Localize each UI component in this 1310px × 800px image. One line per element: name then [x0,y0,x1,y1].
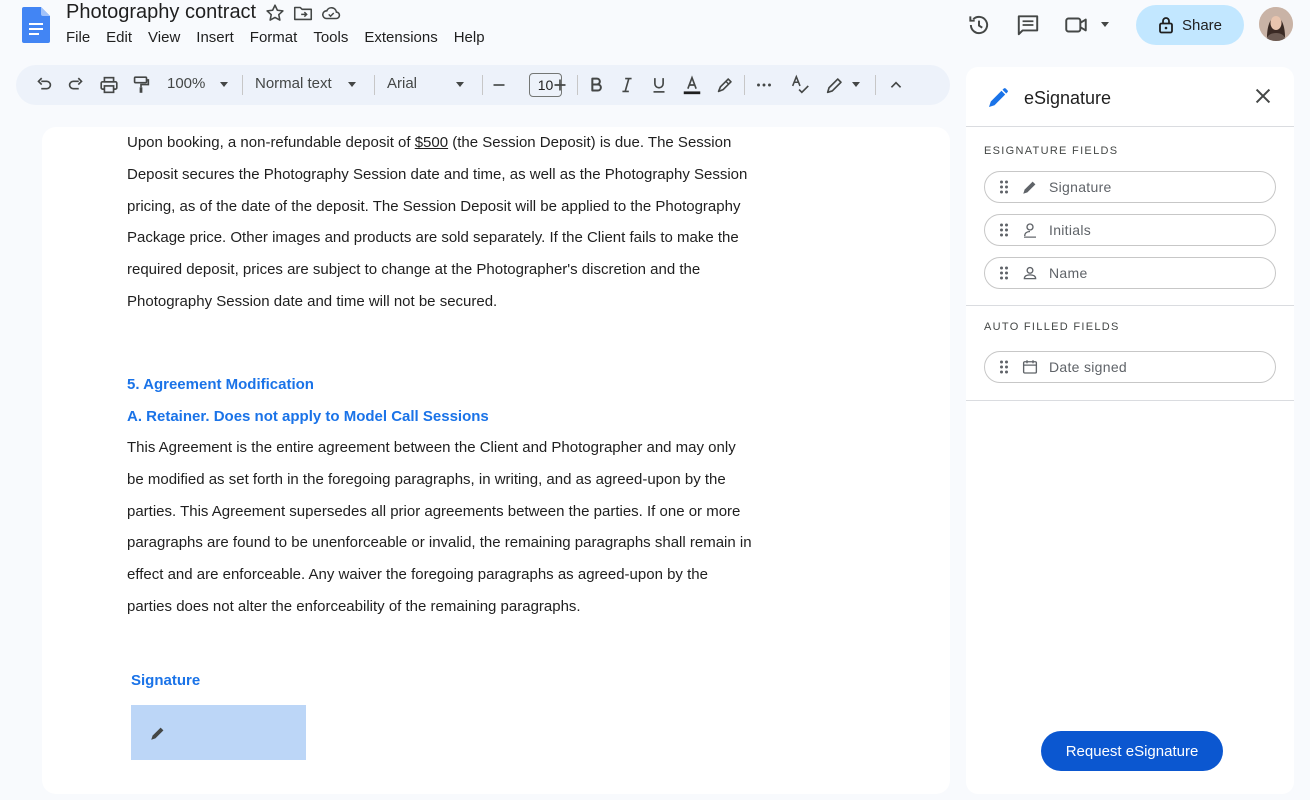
signature-label: Signature [131,672,201,689]
menu-tools[interactable]: Tools [313,29,349,46]
paragraph-agreement: This Agreement is the entire agreement between the Client and Photographer and may only be modified as set forth in the foregoing paragraphs, in writing, and as agreed-upon by the parties. This Agreement supersedes all prior agreements between the parties. If one or more paragraphs are found to be unenforceable or invalid, the remaining paragraphs shall remain in effect and are enforceable. Any waiver the foregoing paragraphs as agreed-upon by the parties does not alter the enforceability of the remaining paragraphs. [127,439,752,615]
star-icon[interactable] [264,2,286,24]
toolbar-divider [482,75,483,95]
pen-icon[interactable] [824,74,846,96]
meet-dropdown-icon[interactable] [1101,22,1109,27]
field-label: Name [1049,265,1088,281]
cloud-status-icon[interactable] [320,2,342,24]
decrease-font-size-icon[interactable] [488,74,510,96]
font-dropdown-icon[interactable] [456,82,464,87]
docs-logo-icon[interactable] [22,7,50,43]
toolbar-divider [744,75,745,95]
field-label: Signature [1049,179,1112,195]
more-icon[interactable] [753,74,775,96]
top-bar [0,0,1310,62]
drag-handle-icon[interactable] [999,223,1009,237]
comments-icon[interactable] [1015,12,1041,38]
font-size-input[interactable]: 10 [529,73,562,97]
toolbar-divider [374,75,375,95]
drag-handle-icon[interactable] [999,266,1009,280]
menu-format[interactable]: Format [249,29,298,46]
move-folder-icon[interactable] [292,2,314,24]
field-date-signed[interactable] [984,351,1276,383]
formatting-toolbar [16,65,950,105]
style-dropdown-icon[interactable] [348,82,356,87]
field-initials[interactable] [984,214,1276,246]
zoom-select[interactable]: 100% [167,75,206,92]
panel-divider [966,305,1294,306]
person-icon [1021,264,1039,282]
menu-bar [58,26,493,49]
initials-icon [1021,221,1039,239]
menu-help[interactable]: Help [453,29,485,46]
drag-handle-icon[interactable] [999,180,1009,194]
esignature-pen-icon [986,86,1010,110]
field-label: Date signed [1049,359,1128,375]
document-title[interactable]: Photography contract [66,1,257,23]
field-name[interactable] [984,257,1276,289]
spellcheck-icon[interactable] [789,74,811,96]
paint-format-icon[interactable] [130,74,152,96]
panel-title: eSignature [1024,88,1112,108]
signature-icon [1021,178,1039,196]
signature-field[interactable] [131,705,306,760]
zoom-dropdown-icon[interactable] [220,82,228,87]
highlight-icon[interactable] [714,74,736,96]
paragraph-style-select[interactable]: Normal text [255,75,332,92]
undo-icon[interactable] [33,74,55,96]
toolbar-divider [577,75,578,95]
menu-view[interactable]: View [148,29,181,46]
deposit-amount: $500 [414,134,449,151]
paragraph-text: (the Session Deposit) is due. The Session Deposit secures the Photography Session date and time, as well as the Photography Session pricing, as of the date of the deposit. The Session Deposit will be applied to the Photography Package price. Other images and products are sold separately. If the Client fails to make the required deposit, prices are subject to change at the Photographer's discretion and the Photography Session date and time will not be secured. [127,134,748,310]
drag-handle-icon[interactable] [999,360,1009,374]
paragraph-deposit [127,127,752,318]
pen-dropdown-icon[interactable] [852,82,860,87]
toolbar-divider [242,75,243,95]
panel-divider [966,400,1294,401]
meet-icon[interactable] [1063,12,1089,38]
subsection-heading: A. Retainer. Does not apply to Model Call Sessions [127,408,489,425]
lock-icon [1158,16,1174,34]
increase-font-size-icon[interactable] [549,74,571,96]
redo-icon[interactable] [65,74,87,96]
request-esignature-button[interactable]: Request eSignature [1041,731,1223,771]
signature-pen-icon [149,724,167,742]
menu-insert[interactable]: Insert [196,29,234,46]
italic-icon[interactable] [616,74,638,96]
section-label-esignature: ESIGNATURE FIELDS [984,145,1119,157]
collapse-icon[interactable] [885,74,907,96]
field-label: Initials [1049,222,1092,238]
font-select[interactable]: Arial [387,75,418,92]
bold-icon[interactable] [585,74,607,96]
share-label: Share [1181,16,1223,34]
avatar-icon [1259,7,1293,41]
share-button[interactable] [1136,5,1244,45]
history-icon[interactable] [966,12,992,38]
text-color-icon[interactable] [681,74,703,96]
document-page[interactable] [42,127,950,794]
section-label-auto-filled: AUTO FILLED FIELDS [984,321,1120,333]
underline-icon[interactable] [648,74,670,96]
panel-divider [966,126,1294,127]
menu-extensions[interactable]: Extensions [364,29,438,46]
paragraph-text: Upon booking, a non-refundable deposit of [127,134,415,151]
esignature-panel [966,67,1294,794]
print-icon[interactable] [98,74,120,96]
avatar[interactable] [1259,7,1293,41]
menu-edit[interactable]: Edit [106,29,133,46]
section-heading: 5. Agreement Modification [127,376,314,393]
field-signature[interactable] [984,171,1276,203]
toolbar-divider [875,75,876,95]
calendar-icon [1021,358,1039,376]
menu-file[interactable]: File [66,29,91,46]
close-icon[interactable] [1252,85,1274,107]
